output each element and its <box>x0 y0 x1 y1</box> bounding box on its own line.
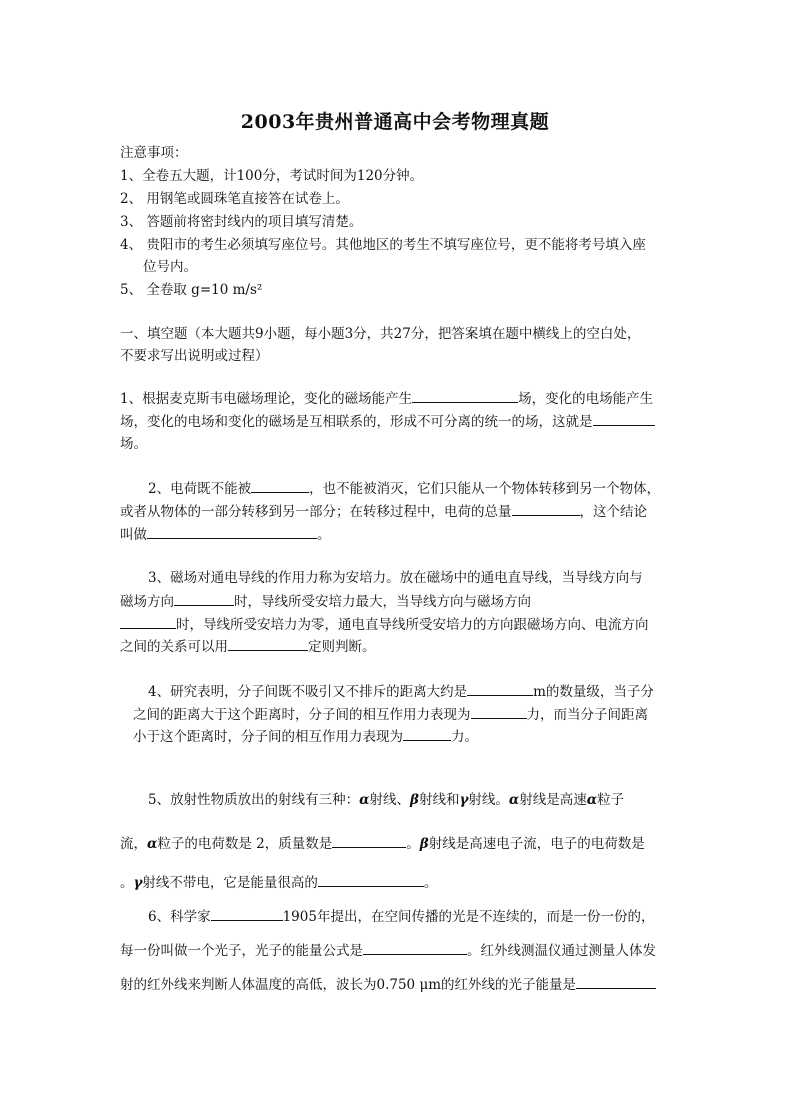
text: 射线和 <box>418 792 460 808</box>
text: 1905年提出，在空间传播的光是不连续的，而是一份一份的， <box>282 909 655 925</box>
answer-blank[interactable] <box>211 906 283 921</box>
text: 6、科学家 <box>148 909 211 925</box>
question-2-line <box>148 478 660 499</box>
notice-item: 2、 用钢笔或圆珠笔直接答在试卷上。 <box>120 191 349 207</box>
answer-blank[interactable] <box>120 614 176 629</box>
answer-blank[interactable] <box>412 388 518 403</box>
question-4-line <box>133 704 648 725</box>
text: m的数量级，当子分 <box>533 684 654 700</box>
answer-blank[interactable] <box>318 872 424 887</box>
answer-blank[interactable] <box>593 411 655 426</box>
question-3-line <box>120 591 531 612</box>
text: 射线是高速电子流，电子的电荷数是 <box>428 836 645 852</box>
text: 时，导线所受安培力最大，当导线方向与磁场方向 <box>234 594 531 610</box>
text: 之间的距离大于这个距离时，分子间的相互作用力表现为 <box>133 707 471 723</box>
text: 射的红外线来判断人体温度的高低，波长为0.750 μm的红外线的光子能量是 <box>120 977 577 993</box>
gamma-symbol: γ <box>133 875 143 891</box>
answer-blank[interactable] <box>251 478 309 493</box>
question-3-line <box>120 636 376 657</box>
notice-item: 1、全卷五大题，计100分，考试时间为120分钟。 <box>120 168 424 184</box>
answer-blank[interactable] <box>174 591 234 606</box>
text: 。 <box>406 836 420 852</box>
text: 磁场方向 <box>120 594 174 610</box>
text: 粒子的电荷数是 2，质量数是 <box>157 836 333 852</box>
alpha-symbol: α <box>508 792 520 808</box>
question-6-line <box>148 906 654 927</box>
text: 4、研究表明，分子间既不吸引又不排斥的距离大约是 <box>148 684 468 700</box>
text: 力。 <box>451 729 478 745</box>
question-5-line <box>120 833 645 854</box>
answer-blank[interactable] <box>363 940 467 955</box>
section-heading: 一、填空题（本大题共9小题，每小题3分，共27分，把答案填在题中横线上的空白处， <box>120 326 641 342</box>
answer-blank[interactable] <box>512 501 580 516</box>
question-3-line <box>120 614 649 635</box>
question-6-line <box>120 940 656 961</box>
page-title: 2003年贵州普通高中会考物理真题 <box>240 111 550 133</box>
text: 小于这个距离时，分子间的相互作用力表现为 <box>133 729 403 745</box>
text: 。 <box>423 875 438 891</box>
text: ，这个结论 <box>579 504 647 520</box>
text: 场，变化的电场能产生 <box>518 391 654 407</box>
answer-blank[interactable] <box>332 833 406 848</box>
text: 粒子 <box>597 792 625 808</box>
text: 场，变化的电场和变化的磁场是互相联系的，形成不可分离的统一的场，这就是 <box>120 414 593 430</box>
notice-item: 3、 答题前将密封线内的项目填写清楚。 <box>120 214 363 230</box>
answer-blank[interactable] <box>147 524 317 539</box>
question-5-line <box>120 872 437 893</box>
question-1-line <box>120 411 655 432</box>
question-4-line <box>148 681 654 702</box>
answer-blank[interactable] <box>403 726 451 741</box>
text: 射线是高速 <box>519 792 587 808</box>
text: 或者从物体的一部分转移到另一部分；在转移过程中，电荷的总量 <box>120 504 512 520</box>
question-4-line <box>133 726 478 747</box>
question-3-line: 3、磁场对通电导线的作用力称为安培力。放在磁场中的通电直导线，当导线方向与 <box>148 570 643 586</box>
alpha-symbol: α <box>586 792 598 808</box>
text: 5、放射性物质放出的射线有三种： <box>148 792 360 808</box>
question-5-line <box>148 790 624 810</box>
beta-symbol: β <box>409 792 419 808</box>
text: 射线、 <box>369 792 410 808</box>
notice-heading: 注意事项： <box>120 145 188 161</box>
gamma-symbol: γ <box>459 792 469 808</box>
text: 时，导线所受安培力为零，通电直导线所受安培力的方向跟磁场方向、电流方向 <box>176 617 649 633</box>
text: ，也不能被消灭，它们只能从一个物体转移到另一个物体， <box>309 481 661 497</box>
text: 。 <box>317 527 331 543</box>
beta-symbol: β <box>419 836 429 852</box>
text: 。 <box>120 875 134 891</box>
alpha-symbol: α <box>359 792 370 808</box>
answer-blank[interactable] <box>467 681 533 696</box>
question-6-line <box>120 974 656 995</box>
text: 流， <box>120 836 147 852</box>
section-heading: 不要求写出说明或过程） <box>120 348 269 364</box>
text: 力，而当分子间距离 <box>526 707 648 723</box>
answer-blank[interactable] <box>228 636 308 651</box>
question-1-line: 场。 <box>120 436 147 452</box>
text: 之间的关系可以用 <box>120 639 228 655</box>
text: 1、根据麦克斯韦电磁场理论，变化的磁场能产生 <box>120 391 413 407</box>
answer-blank[interactable] <box>471 704 527 719</box>
text: 2、电荷既不能被 <box>148 481 252 497</box>
text: 定则判断。 <box>308 639 376 655</box>
text: 射线不带电，它是能量很高的 <box>142 875 318 891</box>
question-1-line <box>120 388 653 409</box>
text: 叫做 <box>120 527 147 543</box>
text: 射线。 <box>468 792 509 808</box>
notice-item: 4、 贵阳市的考生必须填写座位号。其他地区的考生不填写座位号，更不能将考号填入座 <box>120 237 646 253</box>
answer-blank[interactable] <box>576 974 656 989</box>
question-2-line <box>120 501 647 522</box>
text: 每一份叫做一个光子，光子的能量公式是 <box>120 943 363 959</box>
alpha-symbol: α <box>147 836 158 852</box>
text: 。红外线测温仪通过测量人体发 <box>467 943 656 959</box>
notice-item: 位号内。 <box>143 259 197 275</box>
question-2-line <box>120 524 331 545</box>
notice-item: 5、 全卷取 g=10 m/s² <box>120 282 263 298</box>
